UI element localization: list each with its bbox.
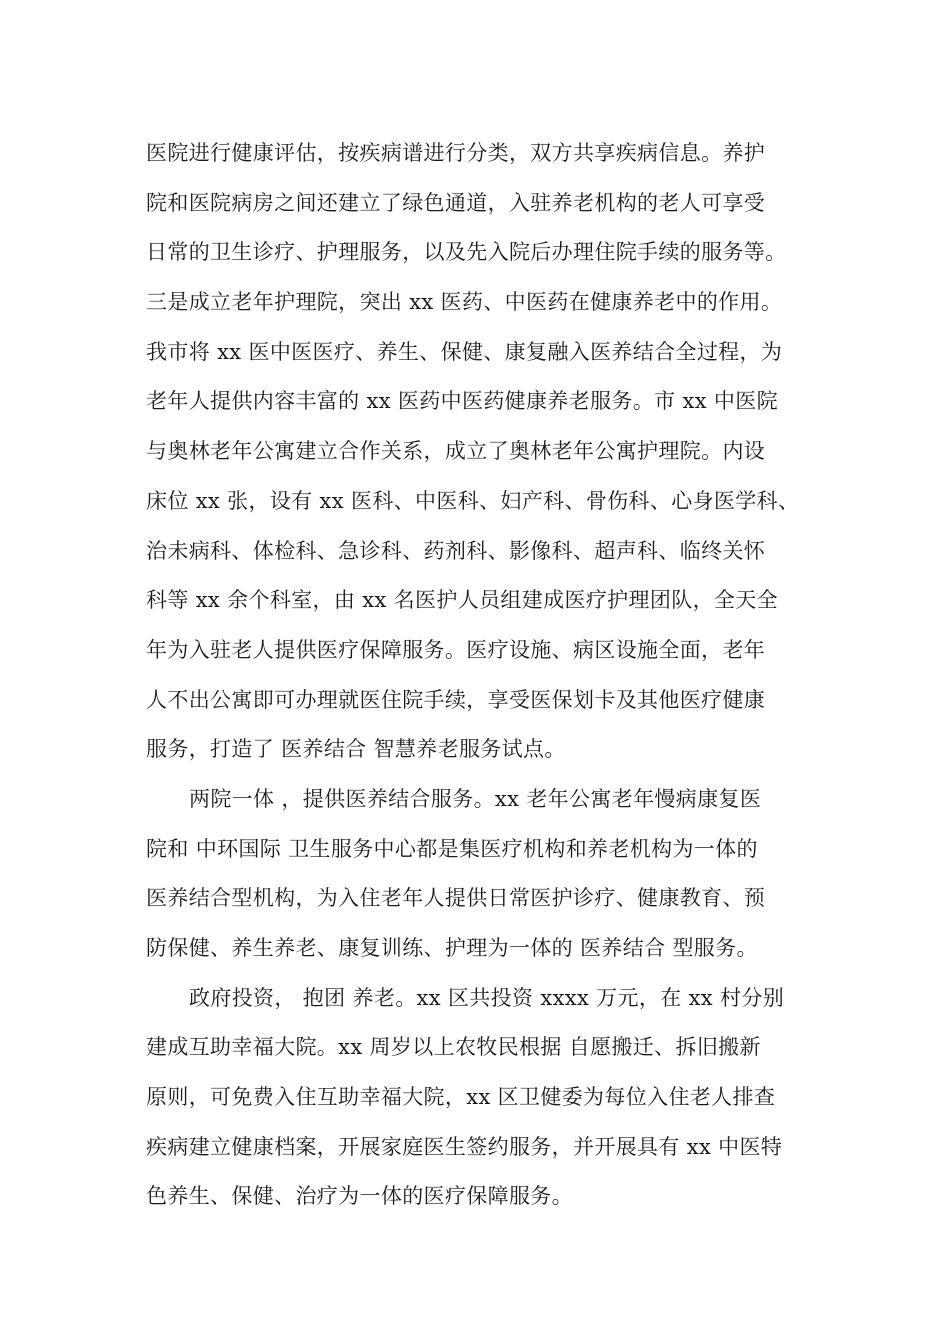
text-line-14: 两院一体 ，提供医养结合服务。xx 老年公寓老年慢病康复医 (189, 787, 762, 811)
text-line-5: 我市将 xx 医中医医疗、养生、保健、康复融入医养结合全过程，为 (146, 340, 783, 364)
text-line-10: 科等 xx 余个科室，由 xx 名医护人员组建成医疗护理团队，全天全 (146, 588, 778, 612)
text-line-8: 床位 xx 张，设有 xx 医科、中医科、妇产科、骨伤科、心身医学科、 (146, 489, 800, 513)
text-line-15: 院和 中环国际 卫生服务中心都是集医疗机构和养老机构为一体的 (146, 837, 758, 861)
text-line-22: 色养生、保健、治疗为一体的医疗保障服务。 (146, 1184, 573, 1208)
text-line-17: 防保健、养生养老、康复训练、护理为一体的 医养结合 型服务。 (146, 936, 758, 960)
text-line-1: 医院进行健康评估，按疾病谱进行分类，双方共享疾病信息。养护 (146, 141, 766, 165)
text-line-12: 人不出公寓即可办理就医住院手续，享受医保划卡及其他医疗健康 (146, 688, 766, 712)
text-line-2: 院和医院病房之间还建立了绿色通道，入驻养老机构的老人可享受 (146, 191, 766, 215)
text-line-7: 与奥林老年公寓建立合作关系，成立了奥林老年公寓护理院。内设 (146, 439, 766, 463)
text-line-20: 原则，可免费入住互助幸福大院，xx 区卫健委为每位入住老人排查 (146, 1085, 776, 1109)
text-line-11: 年为入驻老人提供医疗保障服务。医疗设施、病区设施全面，老年 (146, 638, 766, 662)
text-line-13: 服务，打造了 医养结合 智慧养老服务试点。 (146, 737, 566, 761)
text-line-4: 三是成立老年护理院，突出 xx 医药、中医药在健康养老中的作用。 (146, 290, 783, 314)
text-line-21: 疾病建立健康档案，开展家庭医生签约服务，并开展具有 xx 中医特 (146, 1135, 783, 1159)
text-line-9: 治未病科、体检科、急诊科、药剂科、影像科、超声科、临终关怀 (146, 539, 766, 563)
text-line-19: 建成互助幸福大院。xx 周岁以上农牧民根据 自愿搬迁、拆旧搬新 (146, 1035, 761, 1059)
text-line-18: 政府投资， 抱团 养老。xx 区共投资 xxxx 万元，在 xx 村分别 (189, 986, 785, 1010)
text-line-16: 医养结合型机构，为入住老年人提供日常医护诊疗、健康教育、预 (146, 886, 766, 910)
text-line-3: 日常的卫生诊疗、护理服务，以及先入院后办理住院手续的服务等。 (146, 240, 787, 264)
text-line-6: 老年人提供内容丰富的 xx 医药中医药健康养老服务。市 xx 中医院 (146, 389, 778, 413)
